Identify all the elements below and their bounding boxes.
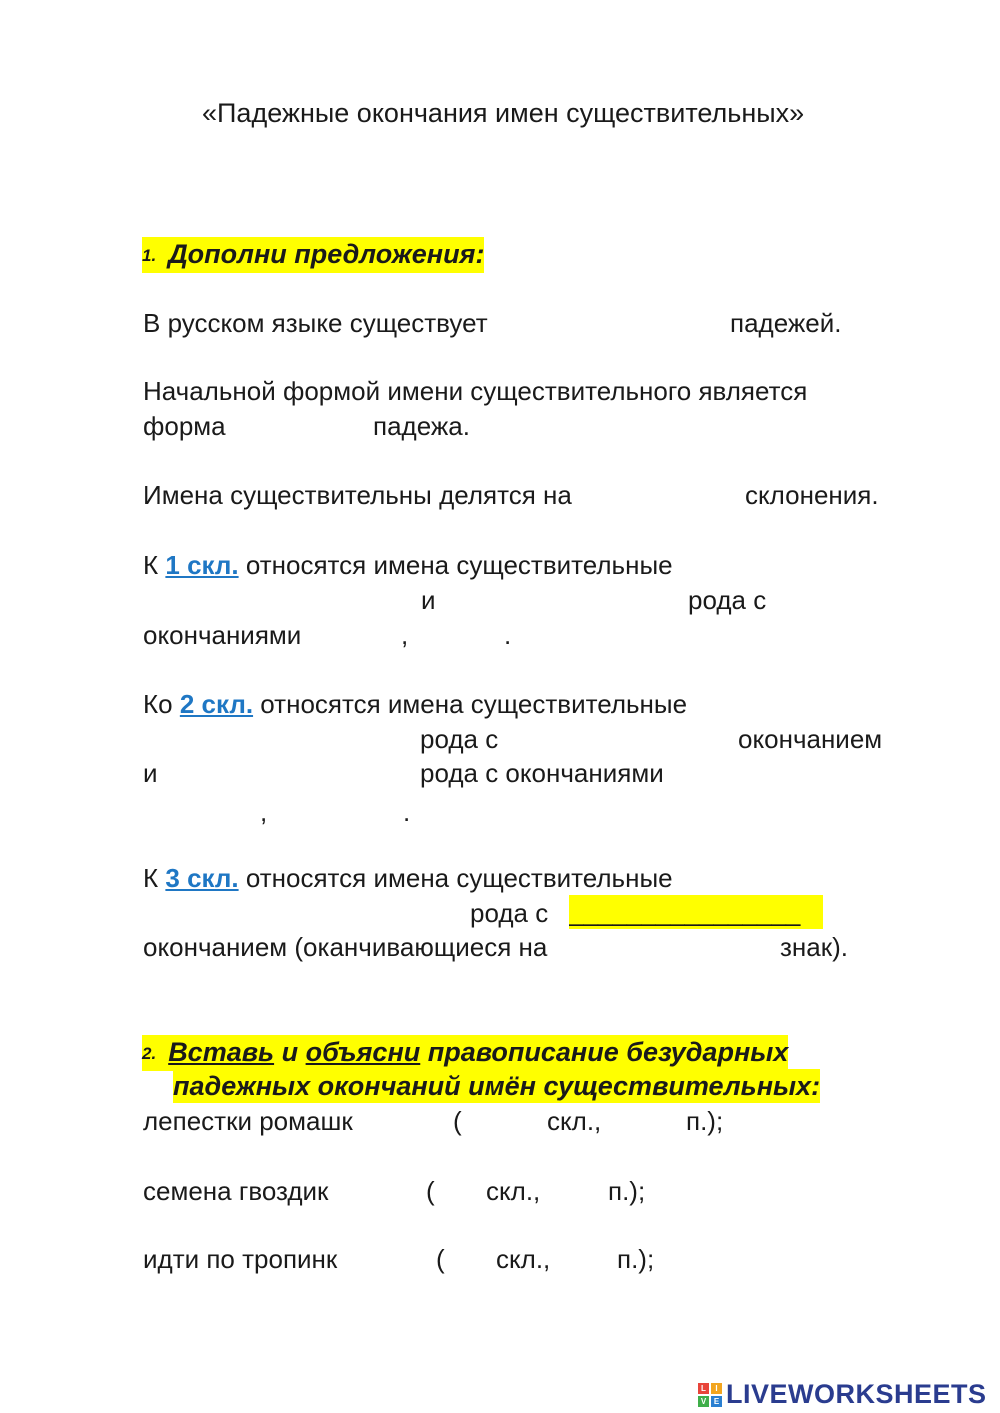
sentence3-end: склонения. <box>745 480 879 510</box>
task2-and: и <box>281 1037 299 1067</box>
decl3-ending: окончанием (оканчивающиеся на <box>143 932 548 962</box>
decl2-link[interactable]: 2 скл. <box>179 689 254 719</box>
decl3-blank[interactable]: ________________ <box>569 895 823 929</box>
item1-phrase: лепестки ромашк <box>143 1106 353 1136</box>
decl2-rest: относятся имена существительные <box>260 689 688 719</box>
item3-case: п.); <box>617 1244 655 1274</box>
logo-tile-e: E <box>711 1396 722 1407</box>
item2-open: ( <box>426 1176 435 1206</box>
decl2-gender2: рода с окончаниями <box>420 758 664 788</box>
logo-tile-l: L <box>698 1383 709 1394</box>
decl1-rest: относятся имена существительные <box>245 550 673 580</box>
decl1-comma: , <box>401 620 409 650</box>
item3-skl: скл., <box>496 1244 551 1274</box>
task2-word-insert: Вставь <box>168 1037 275 1067</box>
page-title: «Падежные окончания имен существительных» <box>202 98 805 128</box>
task2-word-explain: объясни <box>305 1037 421 1067</box>
decl1-link[interactable]: 1 скл. <box>165 550 239 580</box>
decl3-line1 <box>143 862 673 894</box>
sentence1-end: падежей. <box>730 308 842 338</box>
task2-heading-line2: падежных окончаний имён существительных: <box>173 1071 821 1101</box>
decl1-and: и <box>421 585 436 615</box>
decl1-k: К <box>143 550 159 580</box>
task2-heading-line1 <box>142 1035 788 1071</box>
sentence1-start: В русском языке существует <box>143 308 488 338</box>
item3-open: ( <box>436 1244 445 1274</box>
task2-rest1: правописание безударных <box>427 1037 789 1067</box>
sentence2-end: падежа. <box>373 411 470 441</box>
decl3-link[interactable]: 3 скл. <box>165 863 239 893</box>
decl2-dot: . <box>403 797 411 827</box>
logo-tile-i: I <box>711 1383 722 1394</box>
decl2-ending: окончанием <box>738 724 883 754</box>
item2-case: п.); <box>608 1176 646 1206</box>
item1-skl: скл., <box>547 1106 602 1136</box>
liveworksheets-logo-icon <box>698 1383 722 1407</box>
decl3-gender: рода с <box>470 898 549 928</box>
decl2-comma: , <box>260 797 268 827</box>
liveworksheets-logo-text: LIVEWORKSHEETS <box>726 1379 987 1409</box>
task2-number: 2. <box>142 1043 157 1063</box>
task1-heading-text: Дополни предложения: <box>168 239 485 269</box>
decl2-k: Ко <box>143 689 173 719</box>
decl1-line1 <box>143 549 673 581</box>
decl1-dot: . <box>504 620 512 650</box>
item2-skl: скл., <box>486 1176 541 1206</box>
logo-tile-v: V <box>698 1396 709 1407</box>
item1-case: п.); <box>686 1106 724 1136</box>
decl3-k: К <box>143 863 159 893</box>
decl1-gender: рода с <box>688 585 767 615</box>
task1-number: 1. <box>142 245 157 265</box>
decl2-line1 <box>143 688 687 720</box>
decl1-endings: окончаниями <box>143 620 302 650</box>
sentence2-form: форма <box>143 411 226 441</box>
decl2-gender1: рода с <box>420 724 499 754</box>
item3-phrase: идти по тропинк <box>143 1244 338 1274</box>
item1-open: ( <box>453 1106 462 1136</box>
liveworksheets-logo <box>698 1379 987 1410</box>
sentence3-start: Имена существительны делятся на <box>143 480 572 510</box>
task1-heading <box>142 237 484 273</box>
decl3-sign: знак). <box>780 932 848 962</box>
decl3-rest: относятся имена существительные <box>245 863 673 893</box>
sentence2-line1: Начальной формой имени существительного является <box>143 376 808 406</box>
decl2-and: и <box>143 758 158 788</box>
item2-phrase: семена гвоздик <box>143 1176 329 1206</box>
